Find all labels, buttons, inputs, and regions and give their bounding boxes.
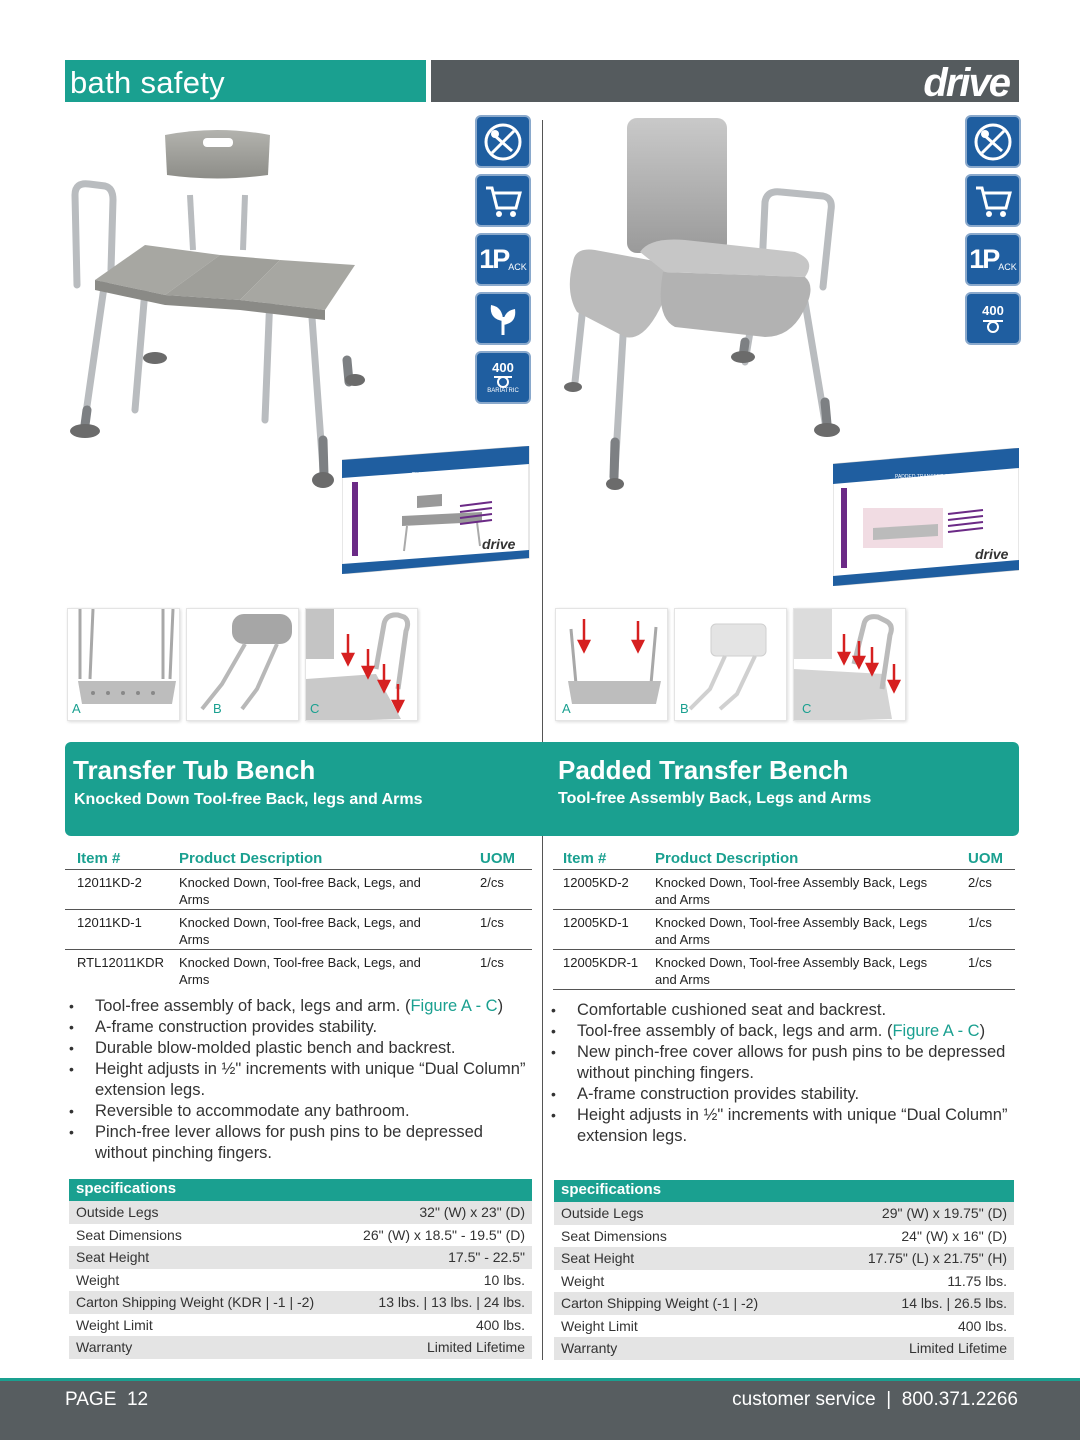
transfer-tub-bench-image bbox=[65, 120, 365, 500]
right-item-table bbox=[553, 850, 1015, 990]
right-specifications-table bbox=[554, 1180, 1014, 1360]
figure-a-thumbnail: A bbox=[67, 608, 180, 721]
column-divider bbox=[542, 120, 543, 1360]
figure-b-thumbnail: B bbox=[674, 608, 787, 721]
spec-row: Seat Height 17.5" - 22.5" bbox=[69, 1246, 532, 1269]
right-product-title: Padded Transfer Bench bbox=[558, 755, 849, 785]
spec-row: Weight 10 lbs. bbox=[69, 1269, 532, 1292]
shopping-cart-icon bbox=[475, 174, 531, 227]
list-item: • Height adjusts in ½" increments with unique “Dual Column” extension legs. bbox=[65, 1059, 535, 1101]
shopping-cart-icon bbox=[965, 174, 1021, 227]
right-product-subtitle: Tool-free Assembly Back, Legs and Arms bbox=[558, 790, 872, 807]
spec-row: Carton Shipping Weight (-1 | -2) 14 lbs. | 26.5 lbs. bbox=[554, 1292, 1014, 1315]
padded-bench-box-image bbox=[833, 448, 1019, 586]
figure-c-thumbnail: C bbox=[793, 608, 906, 721]
spec-row: Outside Legs 29" (W) x 19.75" (D) bbox=[554, 1202, 1014, 1225]
list-item: • Tool-free assembly of back, legs and arm. (Figure A - C) bbox=[547, 1021, 1017, 1042]
figure-c-thumbnail: C bbox=[305, 608, 418, 721]
figure-reference: Figure A - C bbox=[410, 997, 498, 1015]
table-header: Item # Product Description UOM bbox=[65, 850, 532, 870]
table-row: RTL12011KDR Knocked Down, Tool-free Back, Legs, and Arms 1/cs bbox=[77, 955, 504, 987]
box-logo: drive bbox=[975, 546, 1009, 562]
left-product-subtitle: Knocked Down Tool-free Back, legs and Arms bbox=[74, 791, 423, 808]
customer-service-phone: customer service | 800.371.2266 bbox=[732, 1389, 1018, 1410]
leaf-icon bbox=[475, 292, 531, 345]
plastic-bench-box-image bbox=[342, 446, 530, 574]
list-item: • New pinch-free cover allows for push pins to be depressed without pinching fingers. bbox=[547, 1042, 1017, 1084]
tool-free-icon bbox=[475, 115, 531, 168]
left-product-title: Transfer Tub Bench bbox=[73, 755, 316, 785]
spec-row: Warranty Limited Lifetime bbox=[69, 1336, 532, 1359]
left-feature-list bbox=[65, 996, 535, 1164]
spec-row: Weight 11.75 lbs. bbox=[554, 1270, 1014, 1293]
box-label: PADDED TRANSFER BENCH bbox=[895, 474, 963, 480]
box-label: PLASTIC TRANSFER BENCH bbox=[412, 472, 480, 478]
table-row: 12011KD-1 Knocked Down, Tool-free Back, Legs, and Arms 1/cs bbox=[65, 910, 532, 950]
spec-row: Seat Height 17.75" (L) x 21.75" (H) bbox=[554, 1247, 1014, 1270]
list-item: • Durable blow-molded plastic bench and backrest. bbox=[65, 1038, 535, 1059]
list-item: • A-frame construction provides stability. bbox=[65, 1017, 535, 1038]
table-row: 12005KD-2 Knocked Down, Tool-free Assembly Back, Legs and Arms 2/cs bbox=[553, 870, 1015, 910]
page-number: PAGE 12 bbox=[65, 1389, 149, 1410]
left-item-table bbox=[65, 850, 532, 990]
right-figure-thumbnails bbox=[555, 608, 906, 721]
section-title: bath safety bbox=[65, 60, 426, 102]
list-item: • Comfortable cushioned seat and backrest. bbox=[547, 1000, 1017, 1021]
table-row: 12005KD-1 Knocked Down, Tool-free Assembly Back, Legs and Arms 1/cs bbox=[553, 910, 1015, 950]
table-row: 12011KD-2 Knocked Down, Tool-free Back, Legs, and Arms 2/cs bbox=[65, 870, 532, 910]
page-footer bbox=[0, 1378, 1080, 1440]
spec-row: Weight Limit 400 lbs. bbox=[554, 1315, 1014, 1338]
spec-row: Carton Shipping Weight (KDR | -1 | -2) 13 lbs. | 13 lbs. | 24 lbs. bbox=[69, 1291, 532, 1314]
one-pack-icon: 1P ACK bbox=[965, 233, 1021, 286]
right-feature-icons bbox=[965, 115, 1021, 345]
spec-row: Outside Legs 32" (W) x 23" (D) bbox=[69, 1201, 532, 1224]
list-item: • Tool-free assembly of back, legs and arm. (Figure A - C) bbox=[65, 996, 535, 1017]
list-item: • A-frame construction provides stability. bbox=[547, 1084, 1017, 1105]
list-item: • Reversible to accommodate any bathroom. bbox=[65, 1101, 535, 1122]
left-figure-thumbnails bbox=[67, 608, 418, 721]
list-item: • Height adjusts in ½" increments with unique “Dual Column” extension legs. bbox=[547, 1105, 1017, 1147]
box-logo: drive bbox=[482, 536, 516, 552]
brand-bar bbox=[431, 60, 1019, 105]
spec-row: Seat Dimensions 26" (W) x 18.5" - 19.5" (D) bbox=[69, 1224, 532, 1247]
right-feature-list bbox=[547, 1000, 1017, 1147]
bariatric-400-icon: 400 BARIATRIC bbox=[475, 351, 531, 404]
one-pack-icon: 1P ACK bbox=[475, 233, 531, 286]
figure-a-thumbnail: A bbox=[555, 608, 668, 721]
spec-row: Warranty Limited Lifetime bbox=[554, 1337, 1014, 1360]
table-row: 12005KDR-1 Knocked Down, Tool-free Assembly Back, Legs and Arms 1/cs bbox=[553, 950, 1015, 990]
left-specifications-table bbox=[69, 1179, 532, 1359]
table-header: Item # Product Description UOM bbox=[553, 850, 1015, 870]
weight-400-icon: 400 bbox=[965, 292, 1021, 345]
figure-reference: Figure A - C bbox=[892, 1022, 980, 1040]
list-item: • Pinch-free lever allows for push pins to be depressed without pinching fingers. bbox=[65, 1122, 535, 1164]
spec-rows bbox=[69, 1201, 532, 1359]
specifications-heading: specifications bbox=[69, 1179, 532, 1201]
spec-rows bbox=[554, 1202, 1014, 1360]
tool-free-icon bbox=[965, 115, 1021, 168]
spec-row: Seat Dimensions 24" (W) x 16" (D) bbox=[554, 1225, 1014, 1248]
figure-b-thumbnail: B bbox=[186, 608, 299, 721]
spec-row: Weight Limit 400 lbs. bbox=[69, 1314, 532, 1337]
left-feature-icons bbox=[475, 115, 531, 404]
specifications-heading: specifications bbox=[554, 1180, 1014, 1202]
padded-transfer-bench-image bbox=[555, 112, 845, 492]
drive-logo: drive bbox=[923, 61, 1009, 105]
